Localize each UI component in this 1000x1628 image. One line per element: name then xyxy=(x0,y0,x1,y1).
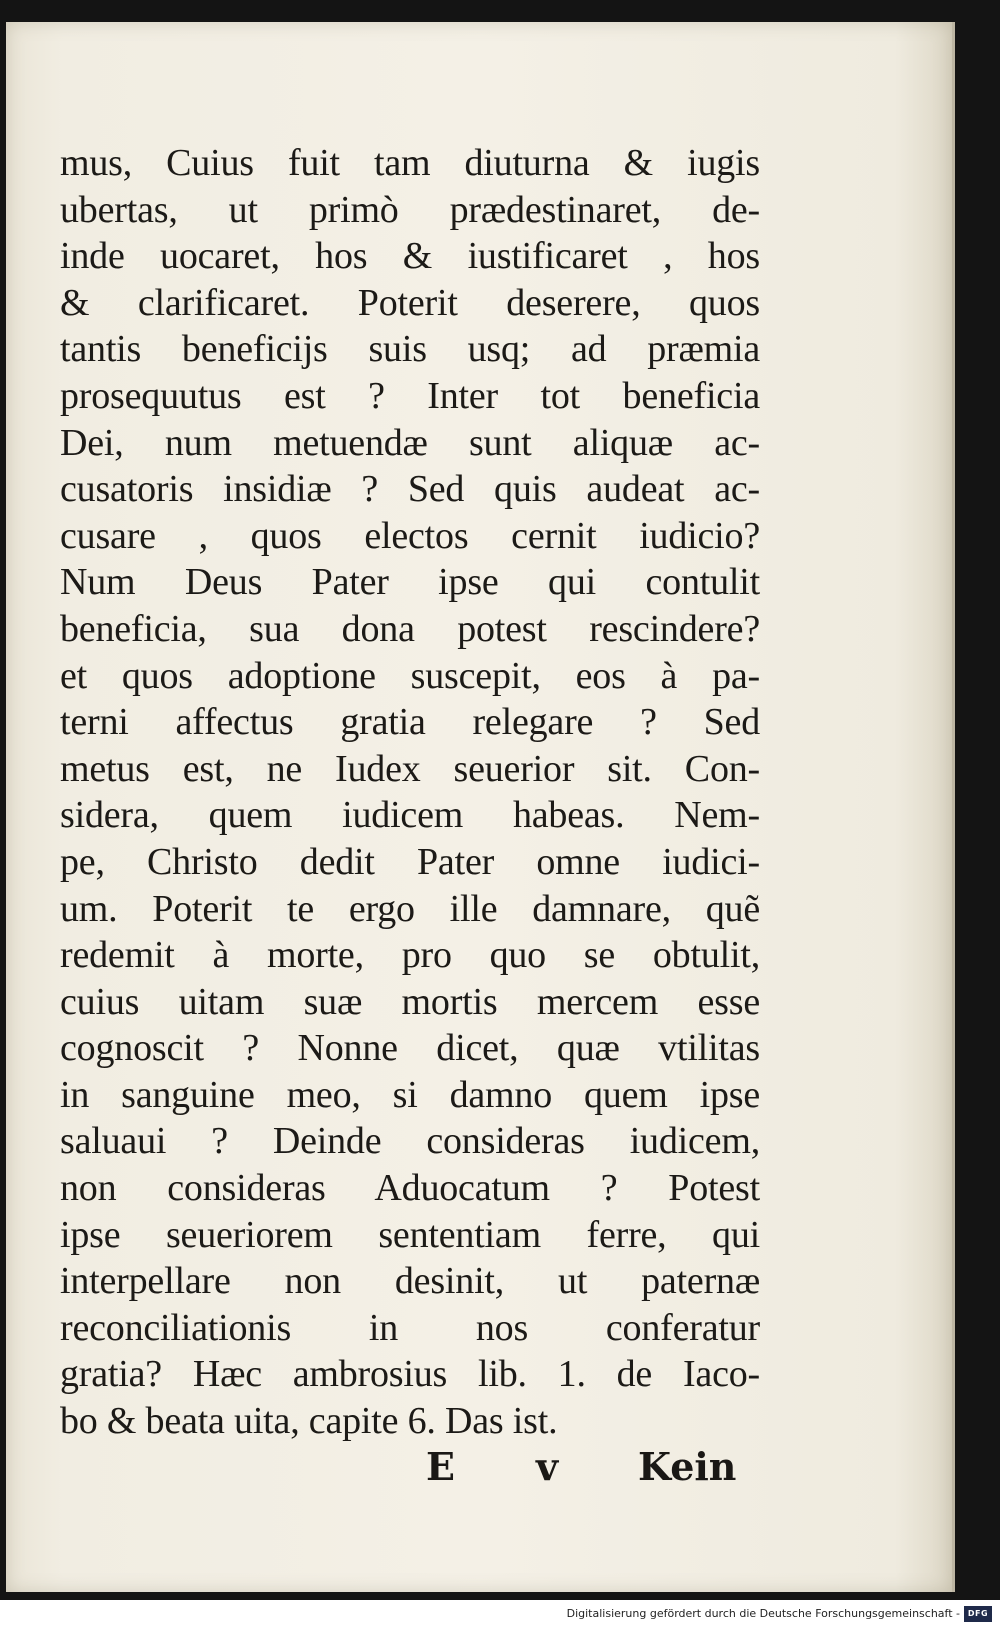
dfg-logo: DFG xyxy=(964,1606,992,1622)
signature-mark: E xyxy=(426,1444,455,1489)
text-line-19: cuius uitam suæ mortis mercem esse xyxy=(60,980,760,1023)
text-line-12: et quos adoptione suscepit, eos à pa- xyxy=(60,654,760,697)
text-line-22: saluaui ? Deinde consideras iudicem, xyxy=(60,1120,760,1163)
text-line-28: bo & beata uita, capite 6. Das ist. xyxy=(60,1400,558,1443)
text-line-13: terni affectus gratia relegare ? Sed xyxy=(60,701,760,744)
catchword: Kein xyxy=(638,1444,737,1489)
text-line-10: Num Deus Pater ipse qui contulit xyxy=(60,561,760,604)
text-line-4: & clarificaret. Poterit deserere, quos xyxy=(60,281,760,324)
text-line-11: beneficia, sua dona potest rescindere? xyxy=(60,607,760,650)
funding-note: Digitalisierung gefördert durch die Deutsche Forschungsgemeinschaft - xyxy=(566,1607,960,1620)
text-line-1: mus, Cuius fuit tam diuturna & iugis xyxy=(60,142,760,184)
text-line-8: cusatoris insidiæ ? Sed quis audeat ac- xyxy=(60,468,760,511)
signature-number: v xyxy=(536,1444,559,1489)
text-line-16: pe, Christo dedit Pater omne iudici- xyxy=(60,840,760,883)
text-line-23: non consideras Aduocatum ? Potest xyxy=(60,1167,760,1210)
book-page xyxy=(6,22,955,1592)
text-line-20: cognoscit ? Nonne dicet, quæ vtilitas xyxy=(60,1027,760,1070)
text-line-21: in sanguine meo, si damno quem ipse xyxy=(60,1073,760,1116)
signature-catchword-line xyxy=(426,1440,746,1496)
text-line-5: tantis beneficijs suis usq; ad præmia xyxy=(60,328,760,371)
text-line-6: prosequutus est ? Inter tot beneficia xyxy=(60,374,760,417)
funding-footer xyxy=(0,1600,1000,1628)
text-line-25: interpellare non desinit, ut paternæ xyxy=(60,1260,760,1303)
text-line-15: sidera, quem iudicem habeas. Nem- xyxy=(60,794,760,837)
text-line-26: reconciliationis in nos conferatur xyxy=(60,1306,760,1349)
page-text xyxy=(60,140,760,1445)
text-line-14: metus est, ne Iudex seuerior sit. Con- xyxy=(60,747,760,790)
text-line-2: ubertas, ut primò prædestinaret, de- xyxy=(60,188,760,231)
text-line-18: redemit à morte, pro quo se obtulit, xyxy=(60,934,760,977)
text-line-3: inde uocaret, hos & iustificaret , hos xyxy=(60,235,760,278)
text-line-24: ipse seueriorem sententiam ferre, qui xyxy=(60,1213,760,1256)
text-line-17: um. Poterit te ergo ille damnare, quẽ xyxy=(60,887,760,930)
text-line-27: gratia? Hæc ambrosius lib. 1. de Iaco- xyxy=(60,1353,760,1396)
text-line-7: Dei, num metuendæ sunt aliquæ ac- xyxy=(60,421,760,464)
text-line-9: cusare , quos electos cernit iudicio? xyxy=(60,514,760,557)
